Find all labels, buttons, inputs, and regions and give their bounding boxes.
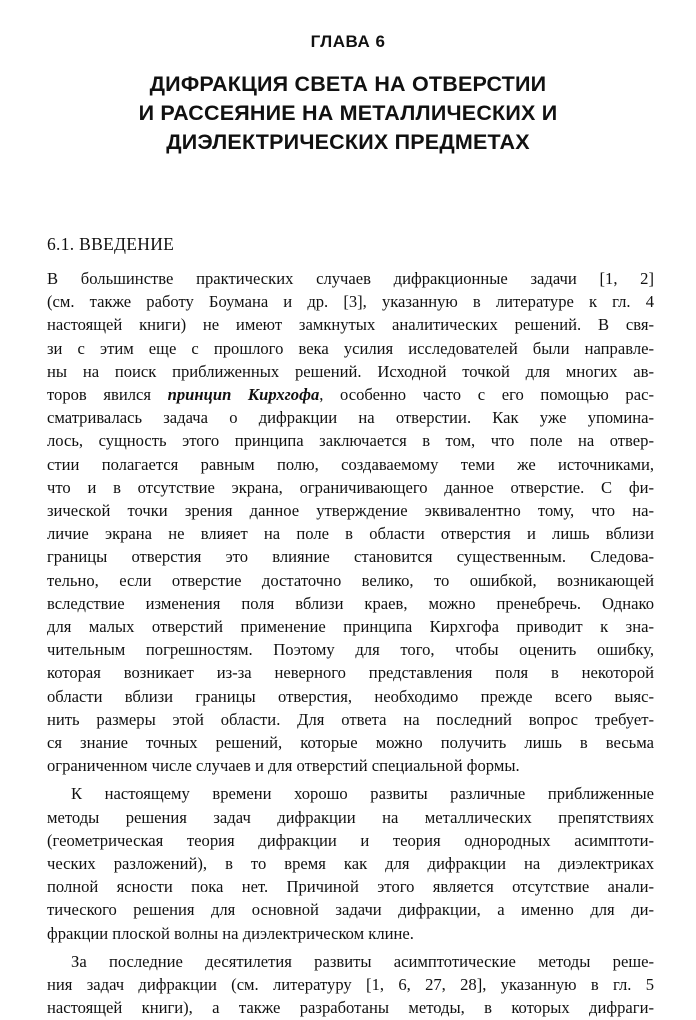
paragraph <box>47 267 654 777</box>
text-line: полной ясности пока нет. Причиной этого является отсутствие анали- <box>47 877 654 897</box>
text-line: личие экрана не влияет на поле в области отверстия и лишь вблизи <box>47 524 654 544</box>
chapter-label: ГЛАВА 6 <box>310 32 386 51</box>
text-line: ограниченном числе случаев и для отверстий специальной формы. <box>47 756 520 776</box>
paragraph <box>47 950 654 1020</box>
text-line: (см. также работу Боумана и др. [3], указанную в литературе к гл. 4 <box>47 292 654 312</box>
text-line: ся знание точных решений, которые можно получить лишь в весьма <box>47 733 654 753</box>
text-line: торов явился принцип Кирхгофа, особенно часто с его помощью рас- <box>47 385 654 405</box>
text-line: для малых отверстий применение принципа Кирхгофа приводит к зна- <box>47 617 654 637</box>
text-line: зической точки зрения данное утверждение эквивалентно тому, что на- <box>47 501 654 521</box>
text-line: сматривалась задача о дифракции на отверстии. Как уже упомина- <box>47 408 654 428</box>
chapter-title-line: И РАССЕЯНИЕ НА МЕТАЛЛИЧЕСКИХ И <box>138 101 558 125</box>
section-heading: 6.1. ВВЕДЕНИЕ <box>47 234 175 254</box>
text-line: границы отверстия это влияние становится существенным. Следова- <box>47 547 654 567</box>
text-line: тельно, если отверстие достаточно велико, то ошибкой, возникающей <box>47 570 654 590</box>
text-line: нить размеры этой области. Для ответа на последний вопрос требует- <box>47 709 654 729</box>
text-line: вследствие изменения поля вблизи краев, можно пренебречь. Однако <box>47 593 654 613</box>
text-line: зи с этим еще с прошлого века усилия исследователей были направле- <box>47 338 654 358</box>
text-line: настоящей книги) не имеют замкнутых аналитических решений. В свя- <box>47 315 654 335</box>
text-line: К настоящему времени хорошо развиты различные приближенные <box>71 784 654 804</box>
paragraph <box>47 782 654 944</box>
text-line: которая возникает из-за неверного представления поля в некоторой <box>47 663 654 683</box>
text-line: области вблизи границы отверстия, необходимо прежде всего выяс- <box>47 686 654 706</box>
text-line: настоящей книги), а также разработаны методы, в которых дифраги- <box>47 998 654 1018</box>
chapter-title-line: ДИФРАКЦИЯ СВЕТА НА ОТВЕРСТИИ <box>149 72 547 96</box>
text-line: (геометрическая теория дифракции и теория однородных асимптоти- <box>47 830 654 850</box>
text-line: чительным погрешностям. Поэтому для того, чтобы оценить ошибку, <box>47 640 654 660</box>
text-line: ны на поиск приближенных решений. Исходной точкой для многих ав- <box>47 361 654 381</box>
chapter-title-line: ДИЭЛЕКТРИЧЕСКИХ ПРЕДМЕТАХ <box>166 130 530 154</box>
text-line: В большинстве практических случаев дифракционные задачи [1, 2] <box>47 269 654 288</box>
text-line: методы решения задач дифракции на металлических препятствиях <box>47 807 654 827</box>
emphasized-term: принцип Кирхгофа <box>167 385 320 405</box>
chapter-title <box>0 70 696 157</box>
text-line: что и в отсутствие экрана, ограничивающего данное отверстие. С фи- <box>47 477 654 497</box>
text-line: ния задач дифракции (см. литературу [1, 6, 27, 28], указанную в гл. 5 <box>47 975 654 995</box>
text-line: лось, сущность этого принципа заключается в том, что поле на отвер- <box>47 431 654 451</box>
text-line: ческих разложений), в то время как для дифракции на диэлектриках <box>47 854 654 874</box>
text-line: фракции плоской волны на диэлектрическом клине. <box>47 923 414 943</box>
text-line: тического решения для основной задачи дифракции, а именно для ди- <box>47 900 654 920</box>
text-line: За последние десятилетия развиты асимптотические методы реше- <box>71 951 654 971</box>
body-text <box>47 267 654 1020</box>
text-line: стии полагается равным полю, создаваемому теми же источниками, <box>47 454 654 474</box>
